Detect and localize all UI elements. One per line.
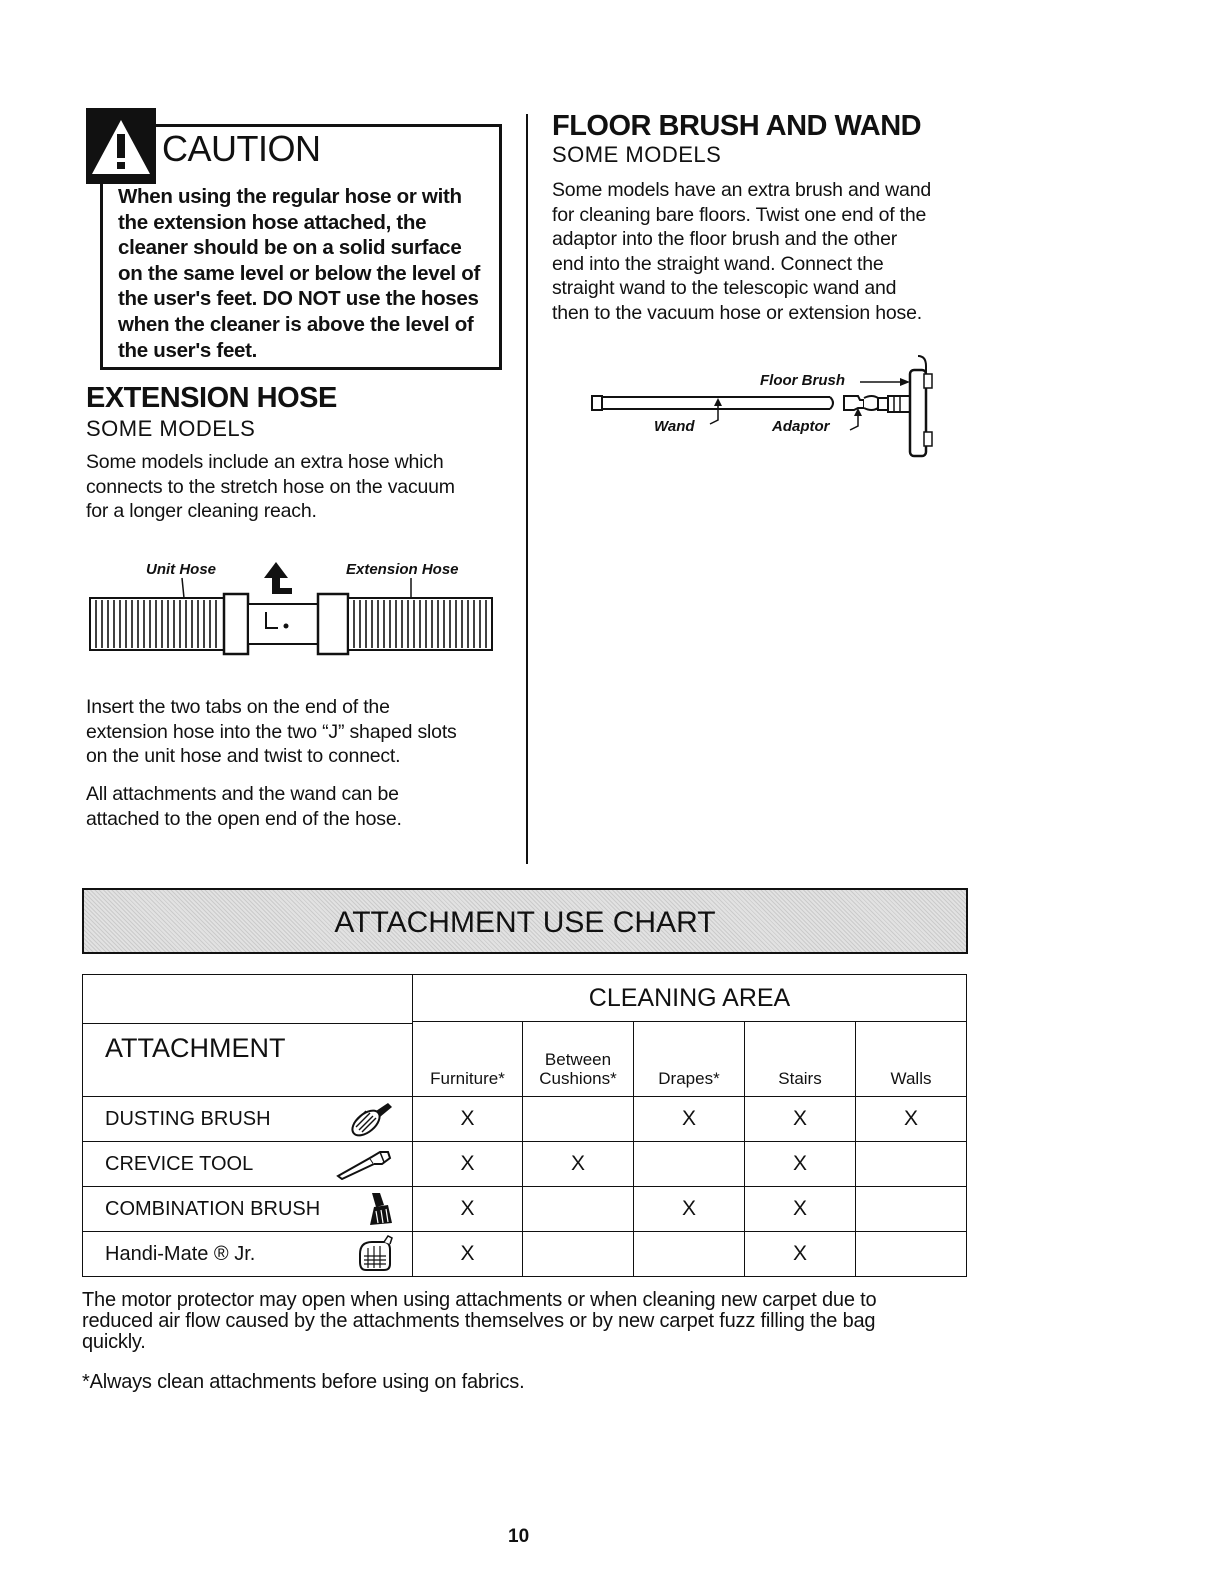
cell bbox=[634, 1232, 745, 1277]
cell bbox=[856, 1232, 967, 1277]
adaptor-label: Adaptor bbox=[772, 418, 830, 435]
page-number: 10 bbox=[508, 1526, 530, 1547]
floor-brush-wand-diagram bbox=[588, 352, 942, 460]
cell: X bbox=[745, 1097, 856, 1142]
column-header-walls: Walls bbox=[856, 1022, 967, 1097]
cell bbox=[523, 1097, 634, 1142]
cell bbox=[856, 1187, 967, 1232]
extension-hose-label: Extension Hose bbox=[346, 561, 459, 578]
attachment-header: ATTACHMENT bbox=[105, 1033, 286, 1063]
dusting-brush-icon bbox=[348, 1101, 394, 1137]
row-label-handi-mate: Handi-Mate ® Jr. bbox=[83, 1232, 413, 1277]
insert-instructions: Insert the two tabs on the end of the extension hose into the two “J” shaped slots on the unit hose and twist to connect. bbox=[86, 696, 457, 767]
cell: X bbox=[413, 1187, 523, 1232]
header-divider bbox=[83, 1023, 412, 1024]
cell: X bbox=[745, 1187, 856, 1232]
floor-brush-description: Some models have an extra brush and wand for cleaning bare floors. Twist one end of the adaptor into the floor brush and the other end into the straight wand. Connect the straight wand to the telescopic wand and then to the vacuum hose or extension hose. bbox=[552, 179, 931, 324]
row-label-crevice-tool: CREVICE TOOL bbox=[83, 1142, 413, 1187]
row-label-combination-brush: COMBINATION BRUSH bbox=[83, 1187, 413, 1232]
caution-title: CAUTION bbox=[162, 128, 321, 169]
cell: X bbox=[413, 1097, 523, 1142]
table-row bbox=[83, 1097, 967, 1142]
row-label-dusting-brush: DUSTING BRUSH bbox=[83, 1097, 413, 1142]
cell: X bbox=[634, 1097, 745, 1142]
cell: X bbox=[634, 1187, 745, 1232]
handi-mate-icon bbox=[354, 1234, 394, 1274]
cell: X bbox=[413, 1142, 523, 1187]
column-divider bbox=[526, 114, 528, 864]
cleaning-area-header: CLEANING AREA bbox=[413, 975, 967, 1022]
combination-brush-icon bbox=[366, 1191, 394, 1227]
unit-hose-label: Unit Hose bbox=[146, 561, 217, 578]
attachment-header-cell bbox=[83, 975, 413, 1097]
column-header-stairs: Stairs bbox=[745, 1022, 856, 1097]
extension-hose-title: EXTENSION HOSE bbox=[86, 382, 337, 414]
extension-hose-description: Some models include an extra hose which connects to the stretch hose on the vacuum for a longer cleaning reach. bbox=[86, 451, 455, 522]
attachment-chart-banner bbox=[82, 888, 968, 954]
floor-brush-title: FLOOR BRUSH AND WAND bbox=[552, 110, 922, 142]
attachment-use-table bbox=[82, 974, 967, 1277]
table-row bbox=[83, 1232, 967, 1277]
table-row bbox=[83, 1187, 967, 1232]
attachment-instructions: All attachments and the wand can be attached to the open end of the hose. bbox=[86, 783, 402, 830]
column-header-drapes: Drapes* bbox=[634, 1022, 745, 1097]
caution-text: When using the regular hose or with the extension hose attached, the cleaner should be on a solid surface on the same level or below the level of the user's feet. DO NOT use the hoses when the cleaner is above the level of the user's feet. bbox=[118, 185, 480, 362]
warning-icon bbox=[86, 108, 156, 184]
footnote: *Always clean attachments before using on fabrics. bbox=[82, 1371, 525, 1393]
wand-label: Wand bbox=[654, 418, 695, 435]
cell: X bbox=[745, 1232, 856, 1277]
hose-connection-diagram bbox=[86, 558, 496, 660]
twist-arrow-icon bbox=[264, 562, 292, 594]
floor-brush-subtitle: SOME MODELS bbox=[552, 142, 722, 167]
cell: X bbox=[523, 1142, 634, 1187]
cell bbox=[523, 1187, 634, 1232]
column-header-furniture: Furniture* bbox=[413, 1022, 523, 1097]
attachment-chart-title: ATTACHMENT USE CHART bbox=[334, 906, 716, 939]
column-header-between-cushions: Between Cushions* bbox=[523, 1022, 634, 1097]
cell: X bbox=[413, 1232, 523, 1277]
floor-brush-label: Floor Brush bbox=[760, 372, 845, 389]
extension-hose-subtitle: SOME MODELS bbox=[86, 416, 256, 441]
cell bbox=[523, 1232, 634, 1277]
cell bbox=[634, 1142, 745, 1187]
cell bbox=[856, 1142, 967, 1187]
crevice-tool-icon bbox=[334, 1148, 394, 1180]
cell: X bbox=[745, 1142, 856, 1187]
cell: X bbox=[856, 1097, 967, 1142]
motor-protector-note: The motor protector may open when using attachments or when cleaning new carpet due to reduced air flow caused by the attachments themselves or by new carpet fuzz filling the bag quickly. bbox=[82, 1289, 877, 1353]
table-row bbox=[83, 1142, 967, 1187]
